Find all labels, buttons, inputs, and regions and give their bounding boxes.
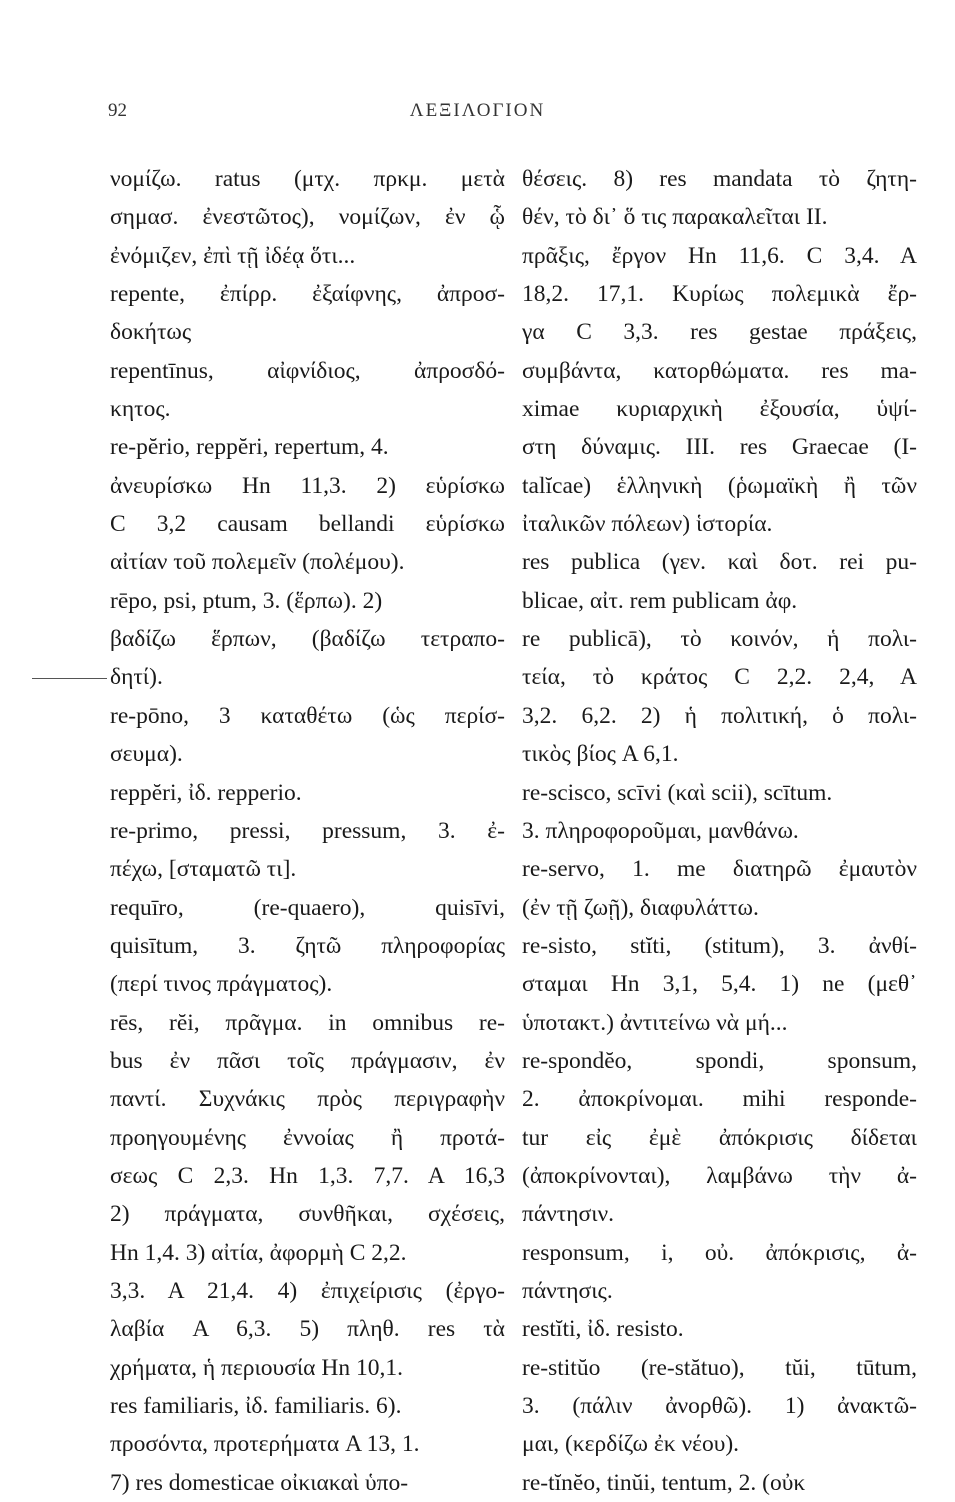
left-column-line: 7) res domesticae οἰκιακαὶ ὑπο- <box>110 1469 409 1496</box>
left-column-line: 2) πράγματα, συνθῆκαι, σχέσεις, <box>110 1201 505 1228</box>
right-column-line: τεία, τὸ κράτος C 2,2. 2,4, A <box>522 664 917 691</box>
right-column-line: re publicā), τὸ κοινόν, ἡ πολι- <box>522 626 917 653</box>
left-column <box>110 160 505 1502</box>
right-column-line: talĭcae) ἑλληνικὴ (ῥωμαϊκὴ ἢ τῶν <box>522 472 917 499</box>
left-column-line: νομίζω. ratus (μτχ. πρκμ. μετὰ <box>110 166 505 192</box>
running-head: ΛΕΞΙΛΟΓΙΟΝ <box>409 100 546 121</box>
right-column-line: re-stitŭo (re-stătuo), tŭi, tūtum, <box>522 1354 917 1381</box>
left-column-line: 3,3. A 21,4. 4) ἐπιχείρισις (ἐργο- <box>110 1277 505 1304</box>
left-column-line: quisītum, 3. ζητῶ πληροφορίας <box>110 932 505 959</box>
right-column-line: ὑποτακτ.) ἀντιτείνω νὰ μή... <box>522 1009 788 1036</box>
right-column-line: θέσεις. 8) res mandata τὸ ζητη- <box>522 166 917 192</box>
left-column-line: λαβία A 6,3. 5) πληθ. res τὰ <box>110 1316 505 1343</box>
right-column-line: 3. πληροφοροῦμαι, μανθάνω. <box>522 817 799 844</box>
left-column-line: δητί). <box>110 664 163 691</box>
left-column-line: σημασ. ἐνεστῶτος), νομίζων, ἐν ᾧ <box>110 204 505 231</box>
right-column-line: 3. (πάλιν ἀνορθῶ). 1) ἀνακτῶ- <box>522 1393 917 1419</box>
right-column-line: μαι, (κερδίζω ἐκ νέου). <box>522 1431 740 1458</box>
right-column-line: συμβάντα, κατορθώματα. res ma- <box>522 357 917 384</box>
right-column-line: πάντησιν. <box>522 1201 615 1228</box>
right-column-line: tur εἰς ἐμὲ ἀπόκρισις δίδεται <box>522 1124 917 1151</box>
right-column-line: τικὸς βίος A 6,1. <box>522 741 679 768</box>
right-column-line: γα C 3,3. res gestae πράξεις, <box>522 319 917 346</box>
left-column-line: πέχω, [σταματῶ τι]. <box>110 856 297 883</box>
left-column-line: bus ἐν πᾶσι τοῖς πράγμασιν, ἐν <box>110 1047 505 1074</box>
left-column-line: Hn 1,4. 3) αἰτία, ἀφορμὴ C 2,2. <box>110 1239 407 1266</box>
page-number: 92 <box>108 100 127 121</box>
right-column-line: ἰταλικῶν πόλεων) ἱστορία. <box>522 511 773 538</box>
left-column-line: requīro, (re-quaero), quisīvi, <box>110 894 505 921</box>
right-column-line: restĭti, ἰδ. resisto. <box>522 1316 684 1343</box>
right-column-line: re-sisto, stĭti, (stitum), 3. ἀνθί- <box>522 932 917 959</box>
right-column-line: πρᾶξις, ἔργον Hn 11,6. C 3,4. A <box>522 242 917 269</box>
left-column-line: δοκήτως <box>110 319 192 346</box>
right-column-line: re-scisco, scīvi (καὶ scii), scītum. <box>522 779 833 806</box>
left-column-line: προσόντα, προτερήματα A 13, 1. <box>110 1431 420 1458</box>
left-column-line: C 3,2 causam bellandi εὑρίσκω <box>110 511 505 538</box>
left-column-line: βαδίζω ἕρπων, (βαδίζω τετραπο- <box>110 626 505 653</box>
left-column-line: σευμα). <box>110 741 183 768</box>
right-column-line: re-tĭnĕo, tinŭi, tentum, 2. (οὐκ <box>522 1469 806 1496</box>
left-column-line: ἀνευρίσκω Hn 11,3. 2) εὑρίσκω <box>110 472 505 499</box>
left-column-line: re-pĕrio, reppĕri, repertum, 4. <box>110 434 389 461</box>
left-column-line: παντί. Συχνάκις πρὸς περιγραφὴν <box>110 1086 505 1113</box>
right-column-line: blicae, αἰτ. rem publicam ἀφ. <box>522 587 798 614</box>
left-column-line: αἰτίαν τοῦ πολεμεῖν (πολέμου). <box>110 549 405 576</box>
right-column-line: 2. ἀποκρίνομαι. mihi responde- <box>522 1086 917 1113</box>
right-column-line: 18,2. 17,1. Κυρίως πολεμικὰ ἔρ- <box>522 281 917 308</box>
right-column-line: responsum, i, οὐ. ἀπόκρισις, ἀ- <box>522 1239 917 1266</box>
right-column-line: πάντησις. <box>522 1277 613 1304</box>
right-column-line: θέν, τὸ δι᾽ ὅ τις παρακαλεῖται II. <box>522 204 828 231</box>
right-column <box>522 160 917 1502</box>
left-column-line: re-primo, pressi, pressum, 3. ἐ- <box>110 817 505 844</box>
margin-mark <box>32 678 107 679</box>
left-column-line: res familiaris, ἰδ. familiaris. 6). <box>110 1393 402 1419</box>
left-column-line: ἐνόμιζεν, ἐπὶ τῇ ἰδέᾳ ὅτι... <box>110 242 356 269</box>
left-column-line: re-pōno, 3 καταθέτω (ὡς περίσ- <box>110 702 505 729</box>
left-column-line: repente, ἐπίρρ. ἐξαίφνης, ἀπροσ- <box>110 281 505 308</box>
left-column-line: κητος. <box>110 396 171 423</box>
right-column-line: 3,2. 6,2. 2) ἡ πολιτική, ὁ πολι- <box>522 702 917 729</box>
right-column-line: σταμαι Hn 3,1, 5,4. 1) ne (μεθ᾽ <box>522 971 917 998</box>
left-column-line: repentīnus, αἰφνίδιος, ἀπροσδό- <box>110 357 505 384</box>
right-column-line: (ἐν τῇ ζωῇ), διαφυλάττω. <box>522 894 759 921</box>
left-column-line: προηγουμένης ἐννοίας ἢ προτά- <box>110 1124 505 1151</box>
left-column-line: (περί τινος πράγματος). <box>110 971 333 998</box>
left-column-line: χρήματα, ἡ περιουσία Hn 10,1. <box>110 1354 403 1381</box>
right-column-line: ximae κυριαρχικὴ ἐξουσία, ὑψί- <box>522 396 917 423</box>
right-column-line: res publica (γεν. καὶ δοτ. rei pu- <box>522 549 917 576</box>
left-column-line: rēpo, psi, ptum, 3. (ἕρπω). 2) <box>110 587 383 614</box>
left-column-line: reppĕri, ἰδ. repperio. <box>110 779 302 806</box>
right-column-line: re-spondĕo, spondi, sponsum, <box>522 1047 917 1074</box>
right-column-line: στη δύναμις. III. res Graecae (I- <box>522 434 917 461</box>
left-column-line: rēs, rĕi, πρᾶγμα. in omnibus re- <box>110 1009 505 1036</box>
left-column-line: σεως C 2,3. Hn 1,3. 7,7. A 16,3 <box>110 1162 505 1189</box>
right-column-line: re-servo, 1. me διατηρῶ ἐμαυτὸν <box>522 856 917 883</box>
right-column-line: (ἀποκρίνονται), λαμβάνω τὴν ἀ- <box>522 1162 917 1189</box>
